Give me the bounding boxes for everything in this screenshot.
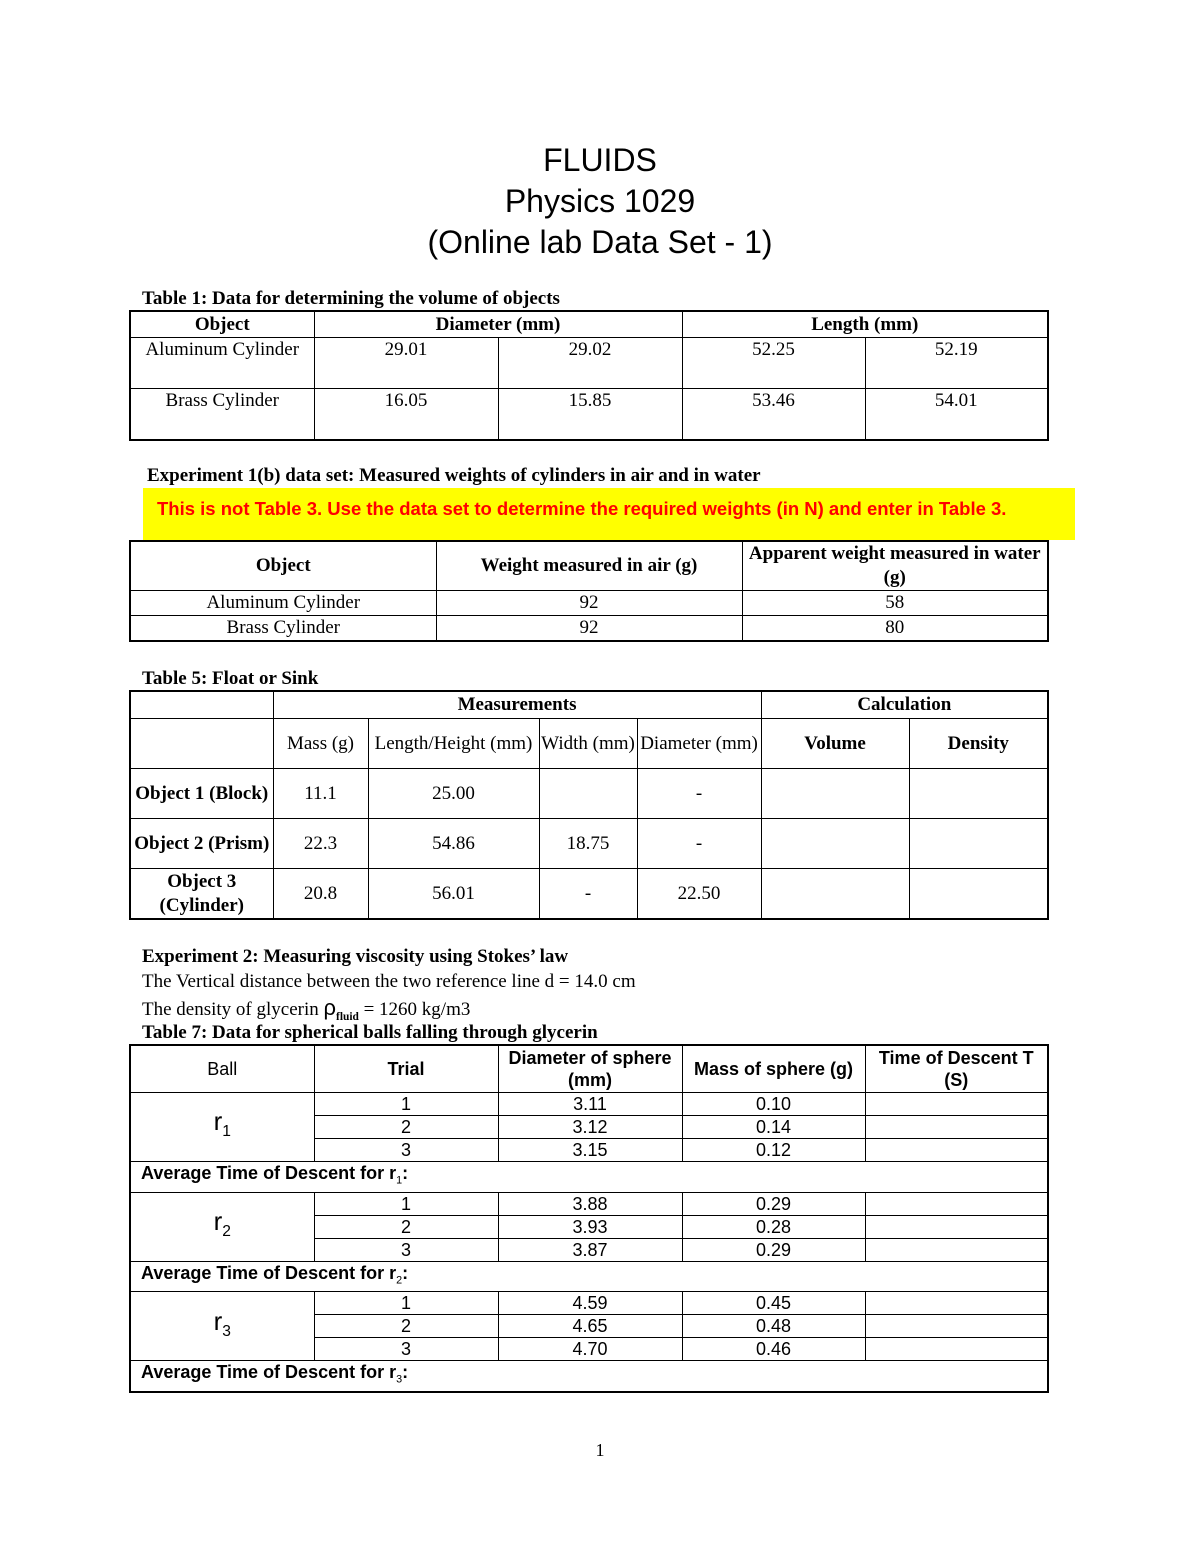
table5-mass-cell: 22.3 [273,819,368,869]
trial-cell: 2 [314,1215,498,1238]
table5-density-cell [909,769,1048,819]
table5-empty-corner [130,691,273,719]
title-line-2: Physics 1029 [504,183,696,219]
exp1b-header-object: Object [130,541,436,591]
diameter-cell: 4.65 [498,1315,682,1338]
exp1b-caption: Experiment 1(b) data set: Measured weights of cylinders in air and in water [147,465,761,486]
mass-cell: 0.12 [682,1139,865,1162]
table7-header-mass: Mass of sphere (g) [682,1045,865,1093]
ball-symbol: r [213,1206,223,1236]
mass-cell: 0.46 [682,1338,865,1361]
ball-label-r1 [130,1093,314,1162]
diameter-cell: 4.59 [498,1292,682,1315]
table1-volume-data [129,310,1049,441]
table7-header-trial: Trial [314,1045,498,1093]
diameter-cell: 3.88 [498,1192,682,1215]
exp2-density-prefix: The density of glycerin [142,999,324,1020]
trial-cell: 1 [314,1292,498,1315]
trial-cell: 2 [314,1116,498,1139]
trial-cell: 3 [314,1139,498,1162]
mass-cell: 0.10 [682,1093,865,1116]
table5-volume-cell [761,769,909,819]
table5-diameter-cell: 22.50 [637,869,761,920]
table5-group-calculation: Calculation [761,691,1048,719]
table5-length-cell: 56.01 [368,869,539,920]
table1-length-cell: 52.19 [865,338,1048,389]
exp1b-header-air: Weight measured in air (g) [436,541,742,591]
exp2-density-suffix: = 1260 kg/m3 [358,999,471,1020]
time-cell [865,1292,1048,1315]
table-row [130,1292,1048,1315]
table5-header-diameter: Diameter (mm) [637,719,761,769]
table1-diameter-cell: 29.01 [314,338,498,389]
trial-cell: 3 [314,1338,498,1361]
time-cell [865,1338,1048,1361]
diameter-cell: 3.12 [498,1116,682,1139]
table5-header-length: Length/Height (mm) [368,719,539,769]
mass-cell: 0.14 [682,1116,865,1139]
ball-label-r3 [130,1292,314,1361]
trial-cell: 3 [314,1238,498,1261]
mass-cell: 0.45 [682,1292,865,1315]
diameter-cell: 3.11 [498,1093,682,1116]
average-row [130,1162,1048,1193]
table1-caption: Table 1: Data for determining the volume of objects [142,288,560,309]
time-cell [865,1116,1048,1139]
table7-header-ball: Ball [130,1045,314,1093]
table5-width-cell [539,769,637,819]
trial-cell: 2 [314,1315,498,1338]
average-prefix: Average Time of Descent for r [141,1163,397,1183]
table5-density-cell [909,869,1048,920]
average-prefix: Average Time of Descent for r [141,1362,397,1383]
exp1b-air-cell: 92 [436,616,742,642]
mass-cell: 0.29 [682,1238,865,1261]
table5-empty-corner [130,719,273,769]
diameter-cell: 3.87 [498,1238,682,1261]
average-row [130,1361,1048,1392]
table7-header-time: Time of Descent T (S) [865,1045,1048,1093]
table5-header-mass: Mass (g) [273,719,368,769]
table5-length-cell: 25.00 [368,769,539,819]
table-row [130,616,1048,642]
table1-diameter-cell: 16.05 [314,389,498,441]
table5-float-or-sink [129,690,1049,920]
table5-volume-cell [761,819,909,869]
time-cell [865,1139,1048,1162]
exp2-density-line [142,995,470,1023]
table-row [130,1093,1048,1116]
mass-cell: 0.48 [682,1315,865,1338]
rho-subscript: fluid [336,1010,359,1023]
table-row [130,819,1048,869]
table1-diameter-cell: 15.85 [498,389,682,441]
table7-caption: Table 7: Data for spherical balls falling through glycerin [142,1022,598,1043]
average-subscript: 2 [396,1274,403,1287]
table1-diameter-cell: 29.02 [498,338,682,389]
average-subscript: 3 [396,1373,403,1386]
time-cell [865,1215,1048,1238]
page-number: 1 [595,1440,605,1460]
table5-mass-cell: 11.1 [273,769,368,819]
table5-mass-cell: 20.8 [273,869,368,920]
time-cell [865,1238,1048,1261]
table1-length-cell: 54.01 [865,389,1048,441]
exp1b-weights-table [129,540,1049,642]
average-prefix: Average Time of Descent for r [141,1262,397,1283]
table1-length-cell: 52.25 [682,338,865,389]
ball-subscript: 2 [222,1223,231,1241]
exp1b-air-cell: 92 [436,591,742,616]
table5-length-cell: 54.86 [368,819,539,869]
rho-symbol: ρ [323,995,337,1020]
mass-cell: 0.28 [682,1215,865,1238]
table5-group-measurements: Measurements [273,691,761,719]
table5-volume-cell [761,869,909,920]
exp1b-object-cell: Aluminum Cylinder [130,591,436,616]
table1-object-cell: Brass Cylinder [130,389,314,441]
table-row [130,591,1048,616]
table5-header-density: Density [909,719,1048,769]
average-row [130,1261,1048,1292]
time-cell [865,1315,1048,1338]
table-row [130,769,1048,819]
ball-subscript: 1 [222,1123,231,1141]
trial-cell: 1 [314,1192,498,1215]
time-cell [865,1093,1048,1116]
exp1b-water-cell: 58 [742,591,1048,616]
average-label-r3: Average Time of Descent for $r_3$: [130,1361,1048,1392]
time-cell [865,1192,1048,1215]
table5-width-cell: - [539,869,637,920]
exp2-distance-line: The Vertical distance between the two reference line d = 14.0 cm [142,971,636,992]
ball-symbol: r [213,1106,223,1137]
exp1b-highlight-note: This is not Table 3. Use the data set to determine the required weights (in N) and enter in Table 3. [143,488,1075,540]
exp1b-header-water: Apparent weight measured in water (g) [742,541,1048,591]
ball-symbol: r [213,1305,223,1336]
table5-diameter-cell: - [637,819,761,869]
table1-header-length: Length (mm) [682,311,1048,338]
table-row [130,869,1048,920]
title-line-3: (Online lab Data Set - 1) [427,224,773,260]
table-row [130,1192,1048,1215]
table5-width-cell: 18.75 [539,819,637,869]
table5-header-volume: Volume [761,719,909,769]
table5-density-cell [909,819,1048,869]
table5-caption: Table 5: Float or Sink [142,668,319,689]
exp2-caption: Experiment 2: Measuring viscosity using Stokes’ law [142,946,569,967]
table-row [130,389,1048,441]
table7-header-diameter: Diameter of sphere (mm) [498,1045,682,1093]
table1-object-cell: Aluminum Cylinder [130,338,314,389]
table5-object-cell: Object 1 (Block) [130,769,273,819]
table5-object-cell: Object 3 (Cylinder) [130,869,273,920]
table7-ball-descent [129,1044,1049,1393]
table-row [130,338,1048,389]
mass-cell: 0.29 [682,1192,865,1215]
diameter-cell: 3.15 [498,1139,682,1162]
average-label-r1: Average Time of Descent for $r_1$: [130,1162,1048,1193]
table1-header-object: Object [130,311,314,338]
diameter-cell: 3.93 [498,1215,682,1238]
average-subscript: 1 [396,1174,403,1187]
ball-label-r2 [130,1192,314,1261]
ball-subscript: 3 [222,1322,231,1340]
document-title [0,140,1200,263]
average-label-r2: Average Time of Descent for $r_2$: [130,1261,1048,1292]
table5-diameter-cell: - [637,769,761,819]
diameter-cell: 4.70 [498,1338,682,1361]
exp1b-object-cell: Brass Cylinder [130,616,436,642]
table1-header-diameter: Diameter (mm) [314,311,682,338]
title-line-1: FLUIDS [543,142,657,178]
table1-length-cell: 53.46 [682,389,865,441]
table5-header-width: Width (mm) [539,719,637,769]
table5-object-cell: Object 2 (Prism) [130,819,273,869]
trial-cell: 1 [314,1093,498,1116]
exp1b-water-cell: 80 [742,616,1048,642]
